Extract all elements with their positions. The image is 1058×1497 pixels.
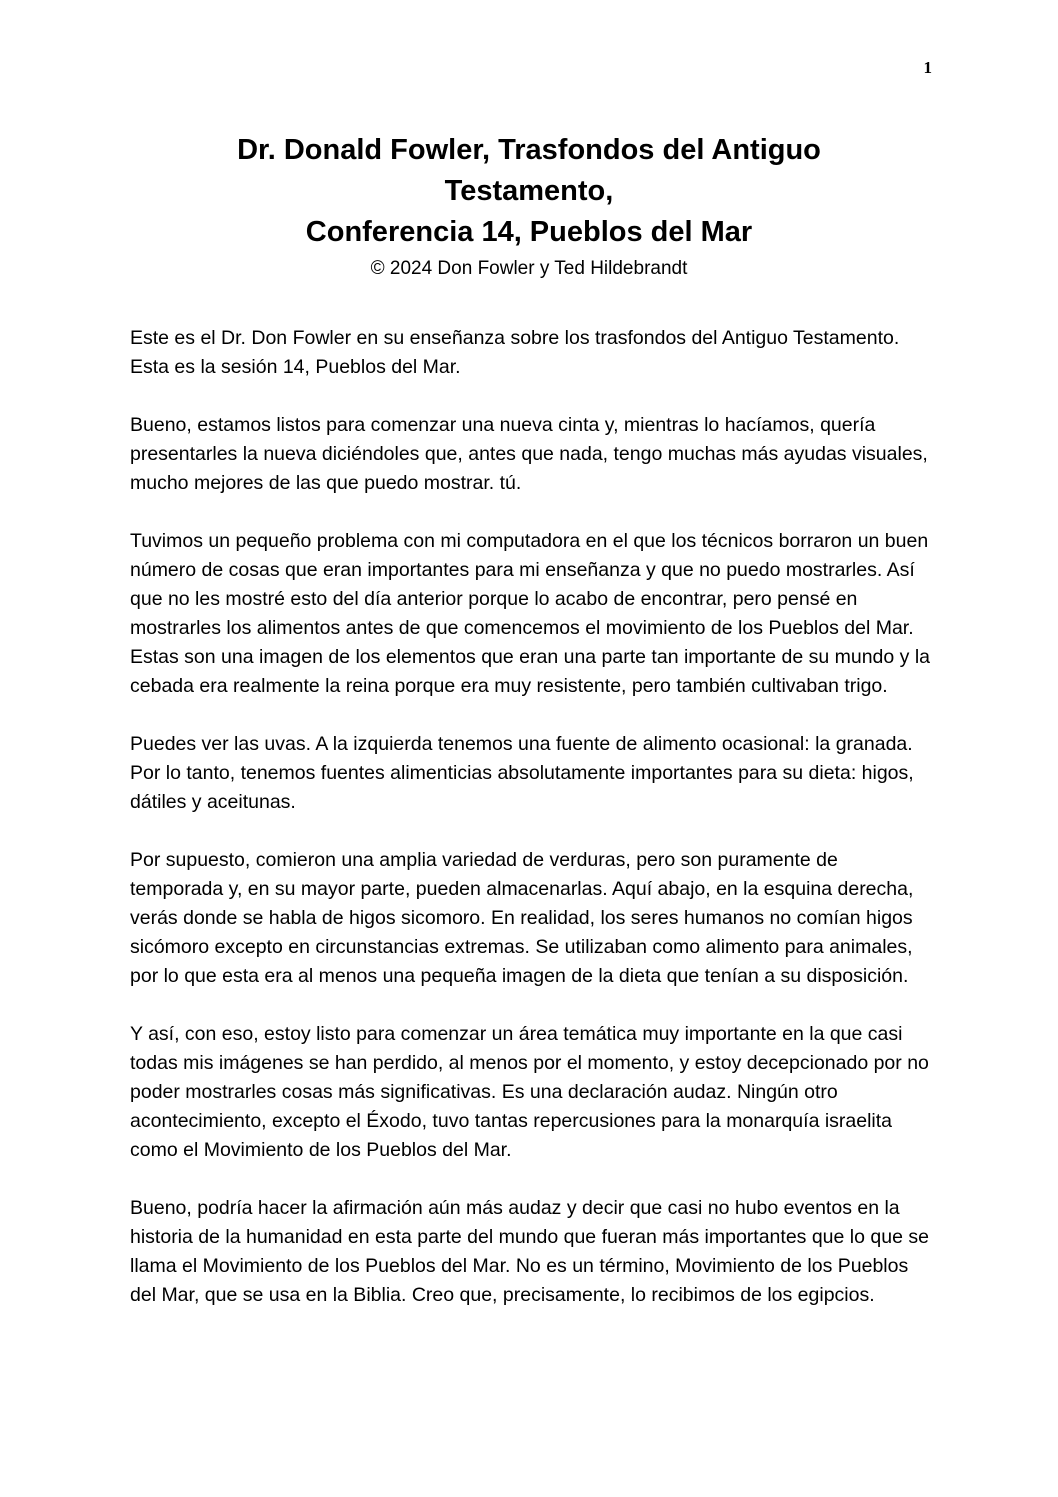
paragraph: Bueno, estamos listos para comenzar una nueva cinta y, mientras lo hacíamos, quería presentarles la nueva diciéndoles que, antes que nada, tengo muchas más ayudas visuales, mucho mejores de las que puedo mostrar. tú. bbox=[130, 413, 928, 494]
document-body bbox=[130, 280, 932, 1310]
paragraph: Bueno, podría hacer la afirmación aún más audaz y decir que casi no hubo eventos en la historia de la humanidad en esta parte del mundo que fueran más importantes que lo que se llama el Movimiento de los Pueblos del Mar. No es un término, Movimiento de los Pueblos del Mar, que se usa en la Biblia. Creo que, precisamente, lo recibimos de los egipcios. bbox=[130, 1196, 929, 1306]
paragraph: Puedes ver las uvas. A la izquierda tenemos una fuente de alimento ocasional: la granada. Por lo tanto, tenemos fuentes alimenticias absolutamente importantes para su dieta: higos, dátiles y aceitunas. bbox=[130, 732, 914, 813]
paragraph: Este es el Dr. Don Fowler en su enseñanza sobre los trasfondos del Antiguo Testamento. Esta es la sesión 14, Pueblos del Mar. bbox=[130, 326, 900, 378]
document-title bbox=[197, 130, 862, 254]
page-number: 1 bbox=[923, 58, 932, 77]
paragraph: Tuvimos un pequeño problema con mi computadora en el que los técnicos borraron un buen número de cosas que eran importantes para mi enseñanza y que no puedo mostrarles. Así que no les mostré esto del día anterior porque lo acabo de encontrar, pero pensé en mostrarles los alimentos antes de que comencemos el movimiento de los Pueblos del Mar. Estas son una imagen de los elementos que eran una parte tan importante de su mundo y la cebada era realmente la reina porque era muy resistente, pero también cultivaban trigo. bbox=[130, 529, 931, 697]
copyright-line: © 2024 Don Fowler y Ted Hildebrandt bbox=[370, 257, 688, 279]
document-title-line2: Conferencia 14, Pueblos del Mar bbox=[305, 216, 753, 249]
document-header bbox=[0, 0, 1058, 280]
document-title-line1: Dr. Donald Fowler, Trasfondos del Antiguo Testamento, bbox=[237, 134, 821, 208]
paragraph: Y así, con eso, estoy listo para comenzar un área temática muy importante en la que casi todas mis imágenes se han perdido, al menos por el momento, y estoy decepcionado por no poder mostrarles cosas más significativas. Es una declaración audaz. Ningún otro acontecimiento, excepto el Éxodo, tuvo tantas repercusiones para la monarquía israelita como el Movimiento de los Pueblos del Mar. bbox=[130, 1022, 929, 1161]
paragraph: Por supuesto, comieron una amplia variedad de verduras, pero son puramente de temporada y, en su mayor parte, pueden almacenarlas. Aquí abajo, en la esquina derecha, verás donde se habla de higos sicomoro. En realidad, los seres humanos no comían higos sicómoro excepto en circunstancias extremas. Se utilizaban como alimento para animales, por lo que esta era al menos una pequeña imagen de la dieta que tenían a su disposición. bbox=[130, 848, 914, 987]
